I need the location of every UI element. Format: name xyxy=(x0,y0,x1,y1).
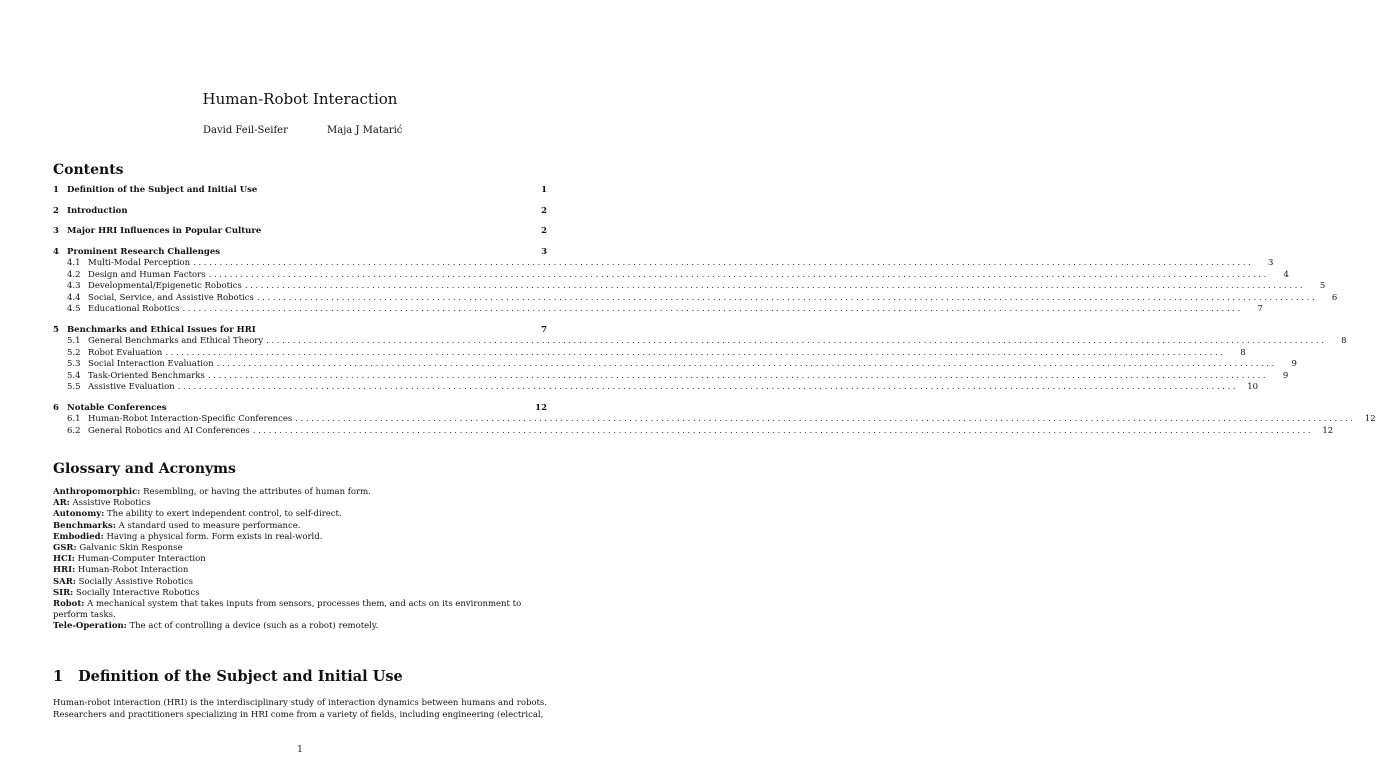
toc-subentry[interactable] xyxy=(53,281,1326,293)
toc-entry[interactable] xyxy=(53,185,547,197)
toc-number: 6 xyxy=(53,402,59,413)
toc-page: 1 xyxy=(541,185,547,195)
glossary-term: GSR: xyxy=(53,543,77,554)
toc-leader-dots: ........................................................................................................................................................................................................ xyxy=(208,269,1269,280)
section-heading xyxy=(53,668,403,685)
toc-page: 9 xyxy=(1282,370,1289,381)
toc-page: 8 xyxy=(1240,347,1246,358)
toc-subentry[interactable] xyxy=(53,304,1263,316)
toc-subnumber: 4.1 xyxy=(67,258,81,268)
toc-number: 1 xyxy=(53,185,59,195)
toc-subnumber: 5.4 xyxy=(67,370,81,381)
toc-leader-dots: ........................................................................................................................................................................................................ xyxy=(177,382,1239,392)
glossary-term: Robot: xyxy=(53,599,85,610)
toc-number: 5 xyxy=(53,324,59,335)
toc-page: 2 xyxy=(541,226,547,236)
toc-page: 6 xyxy=(1331,292,1338,303)
toc-subnumber: 4.4 xyxy=(67,292,81,303)
toc-title: Introduction xyxy=(67,205,128,216)
toc-subentry[interactable] xyxy=(53,359,1297,371)
toc-page: 4 xyxy=(1283,269,1289,280)
toc-title: Definition of the Subject and Initial Use xyxy=(67,185,258,195)
toc-subnumber: 4.2 xyxy=(67,269,81,280)
glossary-definition: A standard used to measure performance. xyxy=(118,520,301,531)
toc-subtitle: Social Interaction Evaluation xyxy=(88,359,214,369)
toc-title: Benchmarks and Ethical Issues for HRI xyxy=(67,324,256,335)
glossary-entry xyxy=(53,588,549,599)
toc-subentry[interactable] xyxy=(53,269,1289,282)
glossary-definition: The ability to exert independent control, to self-direct. xyxy=(107,509,342,520)
glossary-entry xyxy=(53,565,549,576)
toc-page: 10 xyxy=(1247,382,1259,392)
section-number: 1 xyxy=(53,668,64,685)
glossary-entry xyxy=(53,577,549,588)
toc-subentry[interactable] xyxy=(53,292,1338,305)
toc-subnumber: 5.2 xyxy=(67,347,81,358)
toc-page: 7 xyxy=(541,324,547,335)
glossary-term: Anthropomorphic: xyxy=(53,487,141,497)
toc-page: 12 xyxy=(1322,425,1334,436)
glossary-definition: Assistive Robotics xyxy=(72,498,151,509)
toc-subnumber: 5.3 xyxy=(67,359,81,369)
glossary-definition: The act of controlling a device (such as a robot) remotely. xyxy=(129,621,379,632)
toc-subnumber: 6.2 xyxy=(67,425,81,436)
toc-subtitle: Design and Human Factors xyxy=(88,269,206,280)
glossary-term: Tele-Operation: xyxy=(53,621,127,632)
glossary-entry xyxy=(53,599,549,621)
glossary-term: Embodied: xyxy=(53,531,104,542)
toc-entry[interactable] xyxy=(53,206,547,218)
glossary-entry xyxy=(53,498,549,509)
toc-leader-dots: ........................................................................................................................................................................................................ xyxy=(266,336,1327,346)
toc-subtitle: Educational Robotics xyxy=(88,304,180,314)
toc-leader-dots: ........................................................................................................................................................................................................ xyxy=(193,258,1254,268)
toc-section xyxy=(53,206,547,218)
toc-leader-dots: ........................................................................................................................................................................................................ xyxy=(256,292,1318,303)
toc-number: 2 xyxy=(53,205,59,216)
toc-title: Notable Conferences xyxy=(67,402,167,413)
toc-subentry[interactable] xyxy=(53,425,1334,438)
glossary-definition: Galvanic Skin Response xyxy=(79,543,183,554)
toc-leader-dots: ........................................................................................................................................................................................................ xyxy=(244,281,1306,291)
toc-section xyxy=(53,402,1376,438)
toc-page: 8 xyxy=(1341,336,1347,346)
toc-subnumber: 5.5 xyxy=(67,382,81,392)
glossary-definition: Socially Interactive Robotics xyxy=(76,587,200,598)
glossary-term: AR: xyxy=(53,498,70,509)
toc-section xyxy=(53,185,547,197)
toc-subtitle: Developmental/Epigenetic Robotics xyxy=(88,281,242,291)
table-of-contents xyxy=(53,185,1376,446)
glossary-term: SAR: xyxy=(53,576,76,587)
glossary-entry xyxy=(53,532,549,543)
toc-page: 9 xyxy=(1291,359,1297,369)
toc-number: 3 xyxy=(53,226,59,236)
toc-section xyxy=(53,246,1338,316)
author-2: Maja J Matarić xyxy=(327,125,403,136)
toc-leader-dots: ........................................................................................................................................................................................................ xyxy=(295,414,1356,424)
glossary-term: HCI: xyxy=(53,554,75,565)
toc-subtitle: Assistive Evaluation xyxy=(88,382,175,392)
toc-subtitle: Multi-Modal Perception xyxy=(88,258,191,268)
toc-subtitle: General Robotics and AI Conferences xyxy=(88,425,250,436)
toc-page: 2 xyxy=(541,205,547,216)
glossary-entry xyxy=(53,487,549,498)
glossary-entry xyxy=(53,521,549,532)
body-paragraph: Human-robot interaction (HRI) is the interdisciplinary study of interaction dynamics between humans and robots. Researchers and practitioners specializing in HRI come from a variety of fields, including engineering (electrical, xyxy=(53,698,547,720)
toc-page: 5 xyxy=(1319,281,1326,291)
glossary-entry xyxy=(53,621,549,632)
toc-subtitle: General Benchmarks and Ethical Theory xyxy=(88,336,264,346)
glossary-term: Autonomy: xyxy=(53,509,105,520)
glossary-definition: Human-Robot Interaction xyxy=(77,565,189,576)
toc-page: 7 xyxy=(1257,304,1263,314)
toc-subtitle: Task-Oriented Benchmarks xyxy=(88,370,205,381)
toc-leader-dots: ........................................................................................................................................................................................................ xyxy=(182,304,1243,314)
glossary-heading: Glossary and Acronyms xyxy=(53,461,236,477)
toc-entry[interactable] xyxy=(53,325,547,337)
toc-leader-dots: ........................................................................................................................................................................................................ xyxy=(207,370,1269,381)
toc-subnumber: 6.1 xyxy=(67,414,81,424)
toc-subtitle: Robot Evaluation xyxy=(88,347,163,358)
contents-heading: Contents xyxy=(53,162,124,178)
toc-subnumber: 4.3 xyxy=(67,281,81,291)
glossary-entry xyxy=(53,554,549,565)
glossary-term: HRI: xyxy=(53,565,76,576)
toc-page: 3 xyxy=(541,246,547,257)
glossary-entry xyxy=(53,543,549,554)
toc-leader-dots: ........................................................................................................................................................................................................ xyxy=(165,347,1226,358)
toc-subnumber: 4.5 xyxy=(67,304,81,314)
author-1: David Feil-Seifer xyxy=(203,125,288,136)
section-title: Definition of the Subject and Initial Use xyxy=(78,668,403,685)
toc-subentry[interactable] xyxy=(53,258,1274,270)
toc-number: 4 xyxy=(53,246,59,257)
glossary-entry xyxy=(53,509,549,520)
toc-entry[interactable] xyxy=(53,226,547,238)
toc-subnumber: 5.1 xyxy=(67,336,81,346)
toc-entry[interactable] xyxy=(53,403,547,415)
toc-title: Major HRI Influences in Popular Culture xyxy=(67,226,262,236)
toc-subentry[interactable] xyxy=(53,336,1347,348)
glossary-definition: Human-Computer Interaction xyxy=(77,554,206,565)
toc-subentry[interactable] xyxy=(53,414,1376,426)
glossary-definition: Resembling, or having the attributes of human form. xyxy=(143,487,371,497)
glossary-term: SIR: xyxy=(53,587,74,598)
paper-title: Human-Robot Interaction xyxy=(202,90,398,108)
toc-section xyxy=(53,226,547,238)
toc-subentry[interactable] xyxy=(53,347,1246,360)
toc-subentry[interactable] xyxy=(53,382,1259,394)
glossary-definition: A mechanical system that takes inputs from sensors, processes them, and acts on its environment to perform tasks. xyxy=(53,599,522,621)
toc-leader-dots: ........................................................................................................................................................................................................ xyxy=(216,359,1277,369)
glossary-definition: Having a physical form. Form exists in real-world. xyxy=(106,531,323,542)
glossary-definition: Socially Assistive Robotics xyxy=(78,576,194,587)
toc-subtitle: Human-Robot Interaction-Specific Conferences xyxy=(88,414,293,424)
toc-subentry[interactable] xyxy=(53,370,1289,383)
toc-subtitle: Social, Service, and Assistive Robotics xyxy=(88,292,254,303)
glossary-term: Benchmarks: xyxy=(53,520,116,531)
toc-entry[interactable] xyxy=(53,247,547,259)
toc-leader-dots: ........................................................................................................................................................................................................ xyxy=(252,425,1314,436)
glossary-list xyxy=(53,487,549,633)
toc-title: Prominent Research Challenges xyxy=(67,246,221,257)
toc-page: 12 xyxy=(1364,414,1376,424)
toc-section xyxy=(53,324,1347,394)
toc-page: 3 xyxy=(1268,258,1274,268)
page-number: 1 xyxy=(297,745,303,755)
toc-page: 12 xyxy=(535,402,547,413)
